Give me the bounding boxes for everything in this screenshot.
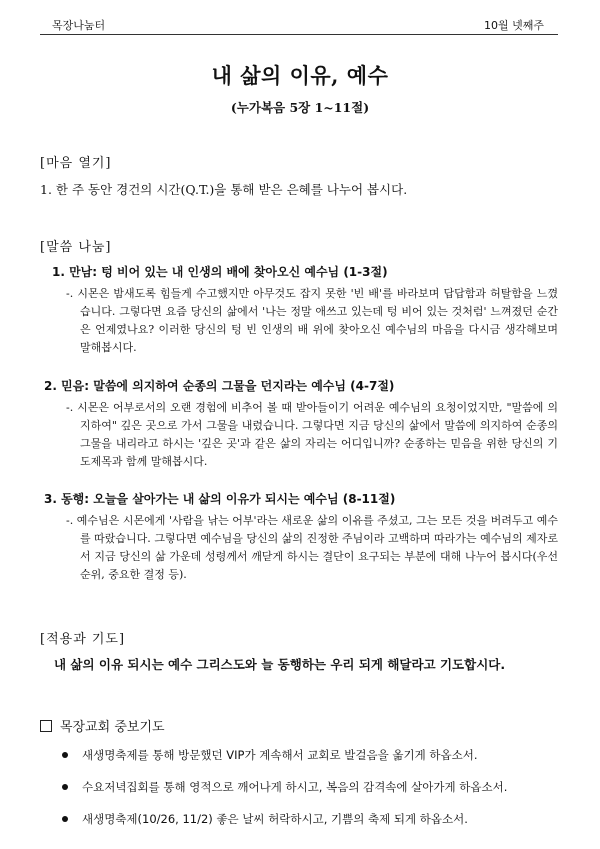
word-item-2 <box>40 377 558 471</box>
word-item-title: 3. 동행: 오늘을 살아가는 내 삶의 이유가 되시는 예수님 (8-11절) <box>44 492 396 506</box>
prayer-item-text: 수요저녁집회를 통해 영적으로 깨어나게 하시고, 복음의 감격속에 살아가게 하옵소서. <box>82 780 508 794</box>
page-title: 내 삶의 이유, 예수 <box>211 63 389 88</box>
prayer-list <box>40 747 558 827</box>
word-item-body: -. 시몬은 밤새도록 힘들게 수고했지만 아무것도 잡지 못한 '빈 배'를 바라보며 답답함과 허탈함을 느꼈습니다. 그렇다면 요즘 당신의 삶에서 '나는 정말 애쓰고 있는데 텅 비어 있는 것처럼' 느껴졌던 순간은 언제였나요? 이러한 당신의 텅 빈 인생의 배 위에 찾아오신 예수님의 마음을 다시금 생각해보며 말해봅시다. <box>66 287 558 354</box>
heart-heading: [마음 열기] <box>40 156 112 171</box>
prayer-item-text: 새생명축제를 통해 방문했던 VIP가 계속해서 교회로 발걸음을 옮기게 하옵소서. <box>82 748 478 762</box>
heart-section <box>40 152 558 198</box>
page-header <box>40 17 558 35</box>
apply-line: 내 삶의 이유 되시는 예수 그리스도와 늘 동행하는 우리 되게 해달라고 기도합시다. <box>54 657 506 672</box>
list-item <box>40 779 558 795</box>
prayer-section <box>40 716 558 843</box>
list-item <box>40 811 558 827</box>
header-right: 10월 넷째주 <box>484 19 544 32</box>
checkbox-icon <box>40 720 52 732</box>
word-item-3 <box>40 490 558 584</box>
prayer-heading-row <box>40 716 558 735</box>
word-item-title: 1. 만남: 텅 비어 있는 내 인생의 배에 찾아오신 예수님 (1-3절) <box>52 265 388 279</box>
header-left: 목장나눔터 <box>52 19 106 32</box>
bullet-icon <box>62 784 68 790</box>
list-item <box>40 747 558 763</box>
prayer-item-text: 새생명축제(10/26, 11/2) 좋은 날씨 허락하시고, 기쁨의 축제 되게 하옵소서. <box>82 812 468 826</box>
bullet-icon <box>62 752 68 758</box>
title-block <box>0 60 600 116</box>
bullet-icon <box>62 816 68 822</box>
word-heading: [말씀 나눔] <box>40 240 112 255</box>
word-section <box>40 236 558 255</box>
word-item-body: -. 시몬은 어부로서의 오랜 경험에 비추어 볼 때 받아들이기 어려운 예수님의 요청이었지만, "말씀에 의지하여" 깊은 곳으로 가서 그물을 내렸습니다. 그렇다면 지금 당신의 삶에서 말씀에 의지하여 순종의 그물을 내리라고 하시는 '깊은 곳'과 같은 삶의 자리는 어디입니까? 순종하는 믿음을 위한 당신의 기도제목과 함께 말해봅시다. <box>66 401 558 468</box>
word-item-body: -. 예수님은 시몬에게 '사람을 낚는 어부'라는 새로운 삶의 이유를 주셨고, 그는 모든 것을 버려두고 예수를 따랐습니다. 그렇다면 예수님을 당신의 삶의 진정한 주님이라 고백하며 따라가는 예수님의 제자로서 지금 당신의 삶 가운데 성령께서 깨닫게 하시는 결단이 요구되는 부분에 대해 나누어 봅시다(우선순위, 중요한 결정 등). <box>66 514 558 581</box>
page-subtitle: (누가복음 5장 1~11절) <box>230 100 370 115</box>
heart-line: 1. 한 주 동안 경건의 시간(Q.T.)을 통해 받은 은혜를 나누어 봅시다. <box>40 182 408 197</box>
apply-section <box>40 628 558 673</box>
prayer-heading: 목장교회 중보기도 <box>60 720 165 735</box>
word-item-title: 2. 믿음: 말씀에 의지하여 순종의 그물을 던지라는 예수님 (4-7절) <box>44 379 395 393</box>
apply-heading: [적용과 기도] <box>40 632 126 647</box>
word-item-1 <box>40 263 558 357</box>
